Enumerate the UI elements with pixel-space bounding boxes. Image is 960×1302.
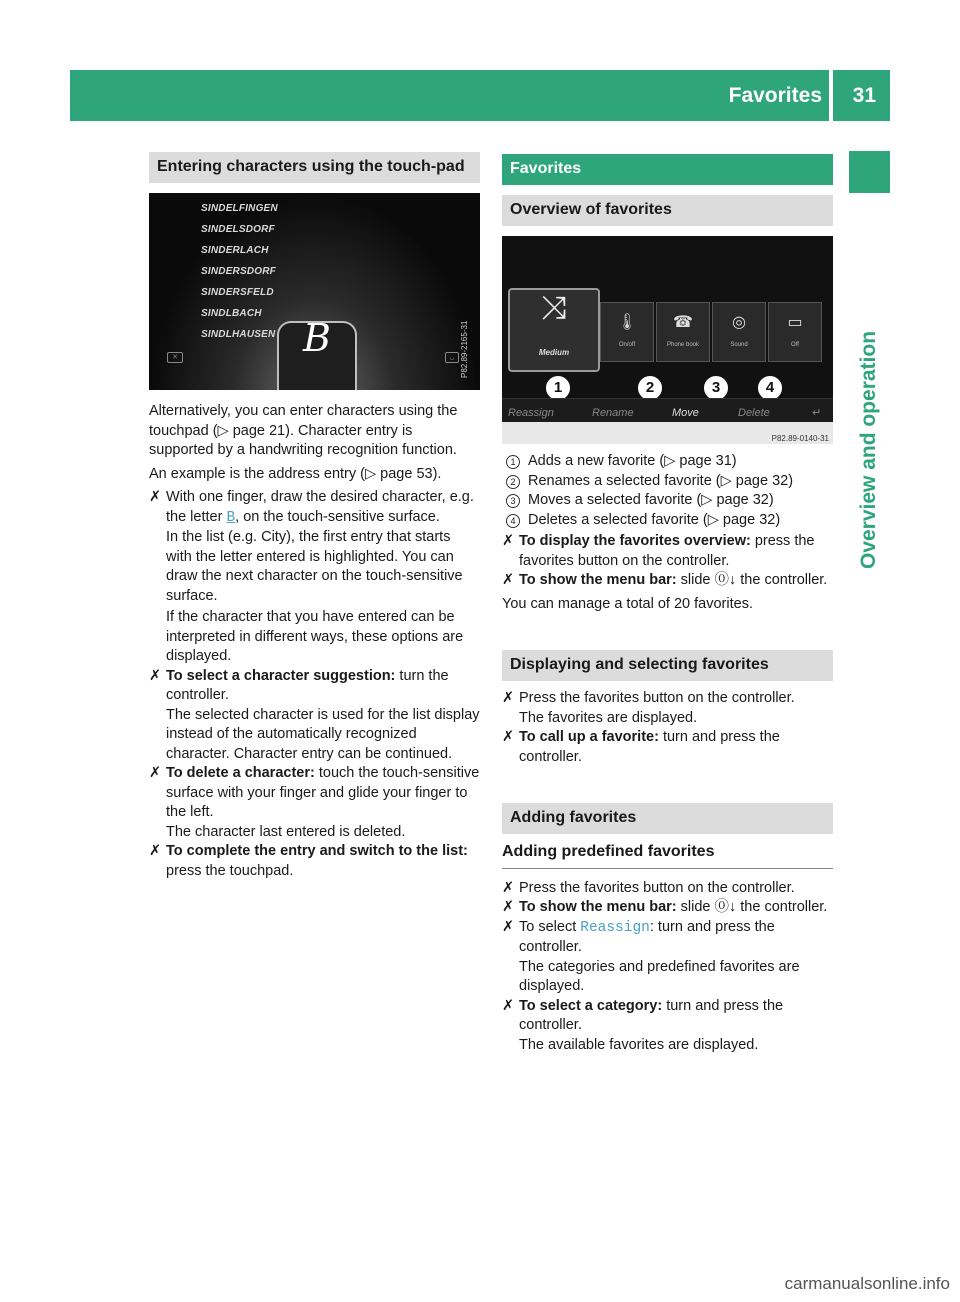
thermometer-icon: 🌡 [617, 314, 638, 331]
display-icon: ▭ [787, 314, 803, 331]
menu-item-reassign: Reassign [508, 407, 554, 419]
step-text: touch the touch-sensitive surface with your finger and glide your finger to the left. [166, 765, 480, 820]
step-text: With one finger, draw the desired character, e.g. the letter [166, 489, 474, 525]
paragraph: Alternatively, you can enter characters using the touchpad (▷ page 21). Character entry is supported by a handwriting recognition function. [149, 403, 458, 458]
figure-code: P82.89-2165-31 [460, 320, 469, 378]
side-tab-marker [849, 151, 890, 193]
step-result: The selected character is used for the list display instead of the automatically recognized character. Character entry can be continued. [166, 706, 480, 762]
menu-item-delete: Delete [738, 407, 770, 419]
step-delete-character [149, 764, 480, 842]
legend-number: 4 [506, 514, 520, 528]
list-item: SINDLBACH [201, 308, 262, 319]
step-select-reassign [502, 918, 833, 997]
figure-code: P82.89-0140-31 [771, 434, 829, 443]
favorite-tile [712, 302, 766, 362]
step-call-up-favorite [502, 728, 833, 767]
step-result: In the list (e.g. City), the first entry that starts with the letter entered is highlighted. You can draw the next character on the touch-sensitive surface. [166, 529, 463, 604]
list-item: SINDELSDORF [201, 224, 275, 235]
bullet-x-icon: ✗ [502, 690, 515, 706]
header-bar [70, 70, 890, 121]
paragraph: You can manage a total of 20 favorites. [502, 595, 753, 612]
letter-b-ref: B [226, 509, 236, 526]
step-result: If the character that you have entered can be interpreted in different ways, these options are displayed. [166, 609, 464, 664]
bullet-x-icon: ✗ [502, 533, 515, 549]
step-label: To delete a character: [166, 765, 315, 781]
tile-label: Phone book [666, 341, 700, 348]
list-item: SINDELFINGEN [201, 203, 278, 214]
page-number: 31 [852, 84, 876, 107]
legend-item [502, 511, 833, 531]
step-text: To select [519, 918, 581, 935]
step-label: To display the favorites overview: [519, 533, 751, 549]
space-key-icon: ␣ [445, 352, 459, 363]
drawn-letter: B [303, 316, 331, 360]
step-text: Press the favorites button on the controller. [519, 879, 795, 896]
touchpad-figure [149, 193, 480, 390]
header-divider [829, 70, 833, 121]
step-result: The available favorites are displayed. [519, 1036, 759, 1053]
step-text: press the favorites button on the controller. [519, 533, 815, 569]
step-label: To call up a favorite: [519, 729, 659, 745]
step-text: turn and press the controller. [519, 729, 780, 765]
step-label: To show the menu bar: [519, 899, 677, 915]
step-complete-entry [149, 842, 480, 881]
bullet-x-icon: ✗ [502, 729, 515, 745]
legend-item [502, 491, 833, 511]
bullet-x-icon: ✗ [502, 899, 515, 915]
step-text: turn and press the controller. [519, 997, 784, 1033]
legend-text: Moves a selected favorite (▷ page 32) [528, 492, 774, 508]
bullet-x-icon: ✗ [149, 765, 162, 781]
side-tab-label: Overview and operation [857, 330, 880, 570]
shuffle-icon: ⤨ [541, 289, 567, 325]
callout-1: 1 [544, 374, 572, 402]
step-show-menu-bar [502, 571, 833, 591]
reassign-ref: Reassign [580, 919, 650, 936]
list-item: SINDLHAUSEN [201, 329, 276, 340]
step-press-favorites [502, 879, 833, 899]
tile-label: Medium [538, 347, 570, 357]
delete-key-icon: ✕ [167, 352, 183, 363]
menu-item-rename: Rename [592, 407, 634, 419]
callout-legend [502, 452, 833, 530]
bullet-x-icon: ✗ [502, 572, 515, 588]
step-show-menu-bar [502, 898, 833, 918]
step-select-suggestion [149, 667, 480, 765]
step-text: : turn and press the controller. [519, 918, 775, 955]
step-text: Press the favorites button on the controller. [519, 690, 795, 706]
list-item: SINDERLACH [201, 245, 269, 256]
paragraph: An example is the address entry (▷ page 53). [149, 465, 442, 482]
section-heading-overview: Overview of favorites [502, 195, 833, 226]
legend-number: 3 [506, 494, 520, 508]
favorites-figure [502, 236, 833, 444]
bullet-x-icon: ✗ [149, 843, 162, 859]
bullet-x-icon: ✗ [149, 489, 162, 505]
step-text: turn the controller. [166, 667, 449, 703]
step-text: slide ⓪↓ the controller. [676, 572, 828, 588]
figure-caption-strip [502, 422, 833, 444]
step-select-category [502, 997, 833, 1056]
callout-2: 2 [636, 374, 664, 402]
tile-label: On/off [618, 341, 636, 348]
legend-number: 2 [506, 475, 520, 489]
legend-number: 1 [506, 455, 520, 469]
list-item: SINDERSDORF [201, 266, 276, 277]
step-label: To complete the entry and switch to the list: [166, 843, 468, 859]
tile-label: Off [791, 341, 799, 348]
step-press-favorites [502, 689, 833, 728]
callout-3: 3 [702, 374, 730, 402]
step-text: slide ⓪↓ the controller. [676, 899, 828, 915]
favorite-tile [600, 302, 654, 362]
favorite-tile-main [508, 288, 600, 372]
step-display-overview [502, 532, 833, 571]
subsection-heading-predefined: Adding predefined favorites [502, 834, 833, 869]
right-column [502, 154, 833, 1055]
back-arrow-icon: ↵ [812, 407, 822, 419]
menu-item-move: Move [672, 404, 699, 425]
step-draw [149, 488, 480, 667]
step-label: To show the menu bar: [519, 572, 677, 588]
favorite-tile [656, 302, 710, 362]
character-input-pad [277, 316, 357, 390]
left-column [149, 152, 480, 881]
step-text: press the touchpad. [166, 862, 294, 879]
section-heading-touchpad: Entering characters using the touch-pad [149, 152, 480, 183]
legend-item [502, 472, 833, 492]
step-text: , on the touch-sensitive surface. [235, 508, 440, 525]
bullet-x-icon: ✗ [502, 879, 515, 896]
step-result: The favorites are displayed. [519, 709, 698, 726]
section-heading-favorites: Favorites [502, 154, 833, 185]
footer-watermark[interactable]: carmanualsonline.info [784, 1274, 950, 1293]
section-heading-displaying: Displaying and selecting favorites [502, 650, 833, 681]
bullet-x-icon: ✗ [502, 997, 515, 1014]
list-item: SINDERSFELD [201, 287, 274, 298]
header-title: Favorites [728, 84, 822, 107]
callout-4: 4 [756, 374, 784, 402]
step-result: The character last entered is deleted. [166, 823, 406, 840]
step-label: To select a category: [519, 997, 663, 1014]
tile-label: Sound [730, 341, 748, 348]
legend-text: Adds a new favorite (▷ page 31) [528, 453, 737, 469]
phone-book-icon: ☎ [673, 314, 693, 331]
legend-text: Deletes a selected favorite (▷ page 32) [528, 511, 781, 528]
section-heading-adding: Adding favorites [502, 803, 833, 834]
sound-icon: ◎ [732, 314, 746, 331]
step-label: To select a character suggestion: [166, 667, 396, 684]
legend-text: Renames a selected favorite (▷ page 32) [528, 472, 794, 489]
legend-item [502, 452, 833, 472]
favorite-tile [768, 302, 822, 362]
step-result: The categories and predefined favorites are displayed. [519, 958, 800, 994]
bullet-x-icon: ✗ [502, 918, 515, 935]
bullet-x-icon: ✗ [149, 667, 162, 684]
